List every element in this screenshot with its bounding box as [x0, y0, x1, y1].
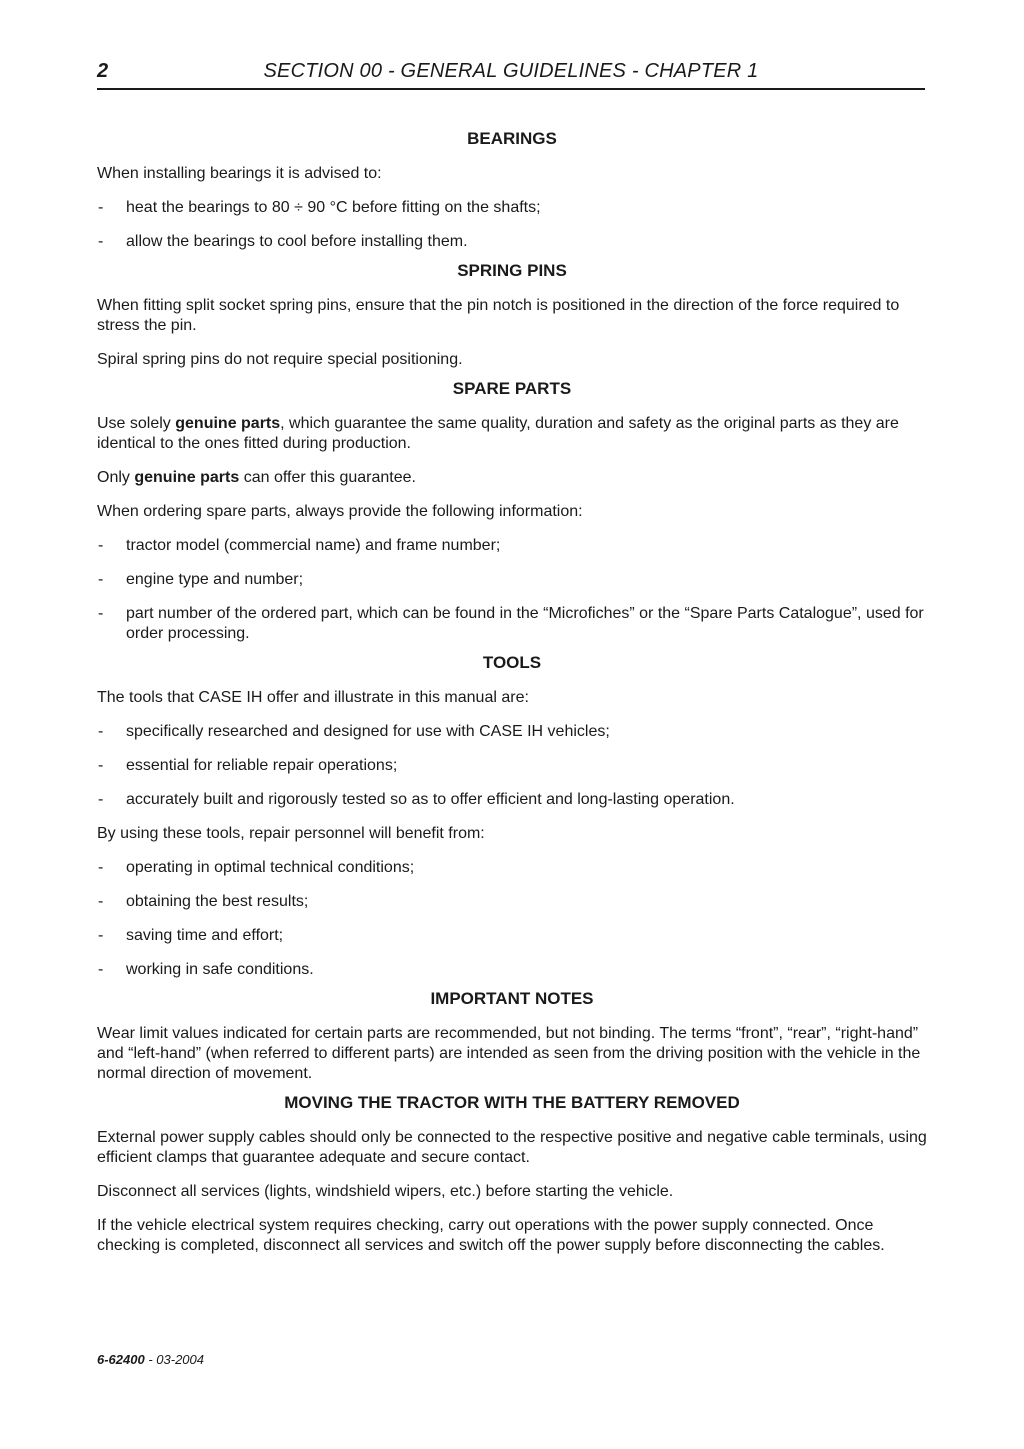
- section-title: SECTION 00 - GENERAL GUIDELINES - CHAPTER 1: [263, 60, 759, 82]
- list-item: [97, 570, 927, 590]
- heading-important-notes: IMPORTANT NOTES: [430, 989, 594, 1008]
- list-item-text: essential for reliable repair operations;: [126, 757, 398, 774]
- page-header: [97, 58, 925, 90]
- page-footer: [97, 1352, 204, 1367]
- emphasis-genuine-parts: genuine parts: [134, 469, 240, 486]
- list-item-text: heat the bearings to 80 ÷ 90 °C before fitting on the shafts;: [126, 199, 541, 216]
- list-dash: -: [98, 893, 104, 910]
- list-dash: -: [98, 537, 104, 554]
- list-item: [97, 926, 927, 946]
- list-item-text: operating in optimal technical conditions;: [126, 859, 415, 876]
- text-run: , which guarantee the same quality, duration and safety as the original parts as they are identical to the ones fitted during production.: [97, 415, 899, 452]
- list-item: [97, 536, 927, 556]
- list-item-text: saving time and effort;: [126, 927, 284, 944]
- page-content: [97, 128, 927, 1270]
- list-dash: -: [98, 791, 104, 808]
- heading-tools: TOOLS: [482, 653, 542, 672]
- list-item-text: accurately built and rigorously tested so as to offer efficient and long-lasting operation.: [126, 791, 735, 808]
- list-item: [97, 756, 927, 776]
- emphasis-genuine-parts: genuine parts: [175, 415, 281, 432]
- list-item: [97, 722, 927, 742]
- list-item-text: obtaining the best results;: [126, 893, 309, 910]
- heading-bearings: BEARINGS: [467, 129, 557, 148]
- list-item-text: tractor model (commercial name) and frame number;: [126, 537, 501, 554]
- important-notes-paragraph: Wear limit values indicated for certain parts are recommended, but not binding. The terms “front”, “rear”, “right-hand” and “left-hand” (when referred to different parts) are intended as seen from the driving position with the vehicle in the normal direction of movement.: [97, 1025, 921, 1082]
- list-item-text: specifically researched and designed for use with CASE IH vehicles;: [126, 723, 610, 740]
- heading-spring-pins: SPRING PINS: [457, 261, 567, 280]
- footer-date: 03-2004: [156, 1352, 204, 1367]
- bearings-intro: When installing bearings it is advised to:: [97, 165, 382, 182]
- heading-moving-tractor: MOVING THE TRACTOR WITH THE BATTERY REMOVED: [284, 1093, 740, 1112]
- moving-tractor-paragraph: External power supply cables should only be connected to the respective positive and negative cable terminals, using efficient clamps that guarantee adequate and secure contact.: [97, 1129, 927, 1166]
- list-dash: -: [98, 961, 104, 978]
- list-dash: -: [98, 757, 104, 774]
- list-dash: -: [98, 927, 104, 944]
- text-run: Use solely: [97, 415, 176, 432]
- footer-separator: -: [144, 1352, 157, 1367]
- tools-intro: The tools that CASE IH offer and illustrate in this manual are:: [97, 689, 529, 706]
- list-item: [97, 604, 927, 644]
- heading-spare-parts: SPARE PARTS: [452, 379, 572, 398]
- list-item-text: part number of the ordered part, which can be found in the “Microfiches” or the “Spare Parts Catalogue”, used for order processing.: [126, 605, 924, 642]
- list-item-text: working in safe conditions.: [126, 961, 314, 978]
- list-dash: -: [98, 199, 104, 216]
- footer-document-code: 6-62400: [97, 1352, 145, 1367]
- list-item: [97, 232, 927, 252]
- list-dash: -: [98, 605, 104, 622]
- list-dash: -: [98, 571, 104, 588]
- list-item-text: allow the bearings to cool before installing them.: [126, 233, 468, 250]
- list-item: [97, 960, 927, 980]
- moving-tractor-paragraph: Disconnect all services (lights, windshield wipers, etc.) before starting the vehicle.: [97, 1183, 674, 1200]
- spare-parts-paragraph: [97, 414, 927, 454]
- list-item: [97, 858, 927, 878]
- list-item: [97, 892, 927, 912]
- spare-parts-paragraph: When ordering spare parts, always provide the following information:: [97, 503, 583, 520]
- list-dash: -: [98, 233, 104, 250]
- tools-benefit-intro: By using these tools, repair personnel will benefit from:: [97, 825, 485, 842]
- list-dash: -: [98, 723, 104, 740]
- list-dash: -: [98, 859, 104, 876]
- text-run: can offer this guarantee.: [239, 469, 416, 486]
- list-item: [97, 790, 927, 810]
- list-item-text: engine type and number;: [126, 571, 304, 588]
- spring-pins-paragraph: When fitting split socket spring pins, ensure that the pin notch is positioned in the direction of the force required to stress the pin.: [97, 297, 900, 334]
- spare-parts-paragraph: [97, 468, 927, 488]
- list-item: [97, 198, 927, 218]
- text-run: Only: [97, 469, 135, 486]
- page-number: 2: [97, 60, 109, 82]
- spring-pins-paragraph: Spiral spring pins do not require special positioning.: [97, 351, 463, 368]
- moving-tractor-paragraph: If the vehicle electrical system requires checking, carry out operations with the power supply connected. Once checking is completed, disconnect all services and switch off the power supply before disconnecting the cables.: [97, 1217, 885, 1254]
